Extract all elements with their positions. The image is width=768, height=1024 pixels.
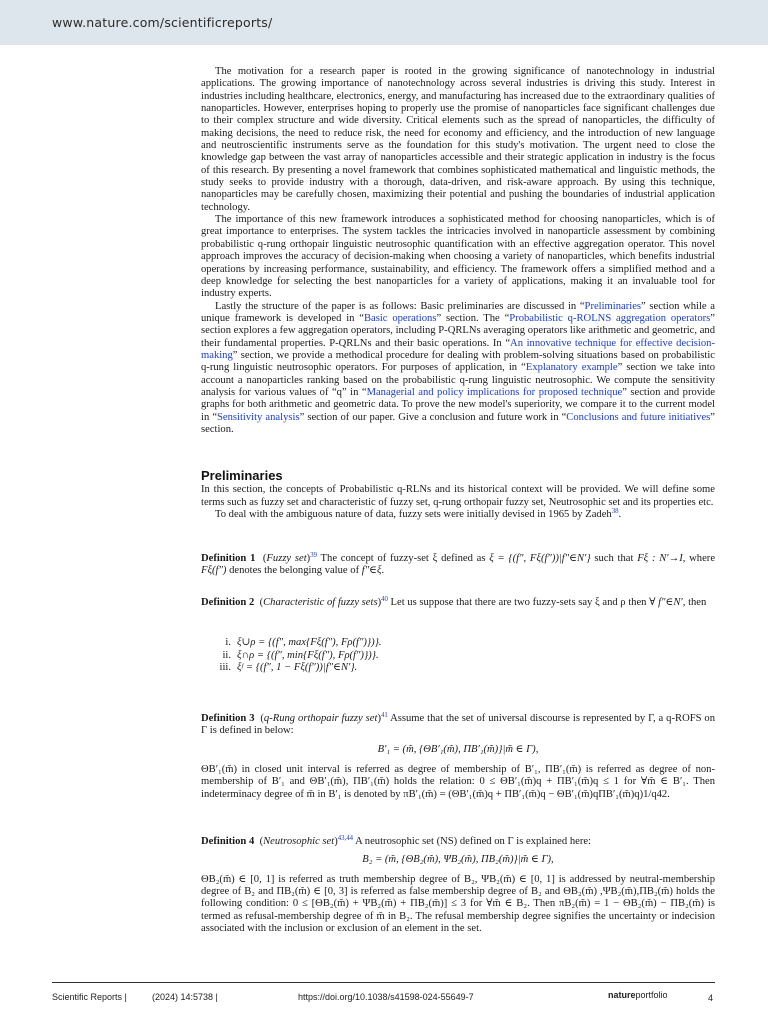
definition-4-equation: B₂ = (m̃, {ΘB₂(m̃), ΨB₂(m̃), ΠB₂(m̃)}|m̃ ∈ Γ), [362,854,554,866]
link-aggregation-operators[interactable]: Probabilistic q-ROLNS aggregation operators [509,312,711,324]
list-item-expression: ξ∩ρ = {(f″, min{Fξ(f″), Fρ(f″)})}. [237,649,379,661]
def4-text-1: A neutrosophic set (NS) defined on Γ is explained here: [353,836,591,847]
p3-text-6: ” section we take into account a nanoparticles ranking based on the probabilistic q-rung linguistic neutrosophic. We compute the sensitivity analysis for various values of “q” in “ [201,362,715,398]
def1-text-4: denotes the belonging value of [226,565,362,577]
definition-3-body: Definition 3 (q-Rung orthopair fuzzy set)$^{41}$ Assume that the set of universal discourse is represented by Γ, a q-ROFS on Γ is defined in below: [201,712,716,737]
brand-bold: nature [608,990,636,1000]
link-basic-operations[interactable]: Basic operations [363,312,437,324]
list-item-expression: ξʲ = {(f″, 1 − Fξ(f″))|f″∈N′}. [237,662,358,674]
definition-1-name: Fuzzy set [266,553,307,564]
prelim-p2-text: To deal with the ambiguous nature of data, fuzzy sets were initially devised in 1965 by Zadeh [215,509,612,521]
footer-doi[interactable]: https://doi.org/10.1038/s41598-024-55649-7 [298,992,474,1002]
link-managerial-implications[interactable]: Managerial and policy implications for proposed technique [366,386,623,398]
def1-text-5: . [381,565,385,577]
ref-40[interactable]: 40 [381,596,388,603]
def1-math-2: Fξ : N′→I [637,553,683,564]
ref-38[interactable]: 38 [611,508,619,516]
definition-4 [201,836,715,935]
def1-math-1: ξ = {(f″, Fξ(f″))|f″∈N′} [489,553,591,564]
brand-rest: portfolio [635,990,668,1000]
link-innovative-technique[interactable]: An innovative technique for effective decision-making [201,337,715,361]
definition-3-paragraph: ΘB′₁(m̃) in closed unit interval is referred as degree of membership of B′₁, ΠB′₁(m̃) is referred as degree of non-membership of B′₁ and ΘB′₁(m̃), ΠB′₁(m̃) holds the relation: 0 ≤ ΘB′₁(m̃)q + ΠB′₁(m̃)q ≤ 1 for ∀m̃ ∈ B′₁. Then indeterminacy degree of m̃ in B′₁ is denoted by πB′₁(m̃) = (ΘB′₁(m̃)q + ΠB′₁(m̃)q − ΘB′₁(m̃)qΠB′₁(m̃)q)1/q42. [201,764,715,800]
footer-issue: (2024) 14:5738 | [152,992,218,1002]
intro-paragraph-1: The motivation for a research paper is rooted in the growing significance of nanotechnology in industrial applications. The growing importance of nanotechnology across several industries is driving this study. Interest in industries including healthcare, electronics, energy, and manufacturing has increased due to the extraordinary qualities of nanoparticles. However, enterprises hoping to properly use the promise of nanoparticles face significant challenges due to their complex structure and wide diversity. Critical elements such as the spread of nanoparticles, the difficulty of making decisions, the need to reduce risk, the need for economy and efficiency, and the introduction of new language and neutroscientific instruments serve as the foundation for this study's motivation. The urgent need to close the knowledge gap between the vast array of nanoparticles accessible and their strategic application in industry is the focus of this research. By presenting a novel framework that combines sophisticated mathematical and linguistic methods, the study seeks to provide industry with a thorough, data-driven, and risk-aware approach. By using this technique, nanoparticles may be carefully chosen, maximizing their potential and pushing the boundaries of industrial application technology. [201,66,715,213]
def2-text-1: Let us suppose that there are two fuzzy-sets say ξ and ρ then ∀ [387,597,659,608]
list-item [201,637,715,649]
definition-3-name: q-Rung orthopair fuzzy set [263,713,378,724]
journal-header-bar [0,0,768,45]
ref-39[interactable]: 39 [310,552,317,559]
nature-portfolio-logo [608,990,668,1000]
p3-text-3: ” section. The “ [436,312,510,324]
p3-text-7: ” section and provide graphs for both arithmetic and geometric data. To prove the new model's superiority, we compare it to the current model in “ [201,386,716,423]
definition-4-body: Definition 4 (Neutrosophic set)$^{43,44}$ A neutrosophic set (NS) defined on Γ is explained here: [201,835,591,847]
page-footer [52,982,715,1003]
list-item-number: iii. [219,662,231,674]
definition-1-body: Definition 1 (Fuzzy set)$^{39}$ The concept of fuzzy-set ξ defined as ξ = {(f″, Fξ(f″))|f″∈N′} such that Fξ : N′→I, where Fξ(f″) denotes the belonging value of f″∈ξ. [201,552,716,577]
list-item-number: i. [225,637,231,649]
p3-text-2: ” section while a unique framework is developed in “ [201,300,715,324]
definition-2 [201,597,715,674]
def1-text-1: The concept of fuzzy-set ξ defined as [317,553,490,564]
p3-text-8: ” section of our paper. Give a conclusion and future work in “ [299,411,567,423]
page-number: 4 [708,993,714,1003]
ref-41[interactable]: 41 [380,712,388,719]
list-item [201,662,715,674]
p3-text-5: ” section, we provide a methodical procedure for dealing with problem-solving situations based on probabilistic q-rung linguistic neutrosophic operators. For purposes of application, in “ [201,349,715,374]
list-item [201,650,715,662]
definition-3 [201,713,715,801]
def1-text-3: , where [682,553,716,564]
definition-4-label: Definition 4 [201,836,255,847]
definition-4-name: Neutrosophic set [263,836,335,847]
link-sensitivity-analysis[interactable]: Sensitivity analysis [217,411,300,423]
prelim-paragraph-2 [201,509,715,521]
definition-3-label: Definition 3 [201,713,255,724]
footer-journal: Scientific Reports | [52,992,127,1002]
p3-text-9: ” section. [201,411,715,435]
definition-4-paragraph: ΘB₂(m̃) ∈ [0, 1] is referred as truth membership degree of B₂, ΨB₂(m̃) ∈ [0, 1] is addressed by neutral-membership degree of B₂ and ΠB₂(m̃) ∈ [0, 3] is referred as false membership degree of B₂ and ΘB₂(m̃) ,ΨB₂(m̃),ΠB₂(m̃) holds the following condition: 0 ≤ [ΘB₂(m̃) + ΨB₂(m̃) + ΠB₂(m̃)] ≤ 3 for ∀m̃ ∈ B₂. Then πB₂(m̃) = 1 − ΘB₂(m̃) − ΠB₂(m̃) is termed as refusal-membership degree of m̃ in B₂. The refusal membership degree signifies the uncertainty or indecision associated with the inclusion or exclusion of an element in the set. [201,873,715,935]
def2-text-2: , then [682,597,707,608]
intro-paragraph-2: The importance of this new framework introduces a sophisticated method for choosing nanoparticles, which is of great importance to enterprises. The system tackles the intricacies involved in nanoparticle assessment by combining probabilistic q-rung orthopair linguistic neutrosophic quantification with an effective aggregation operator. This novel approach improves the accuracy of decision-making when choosing a variety of nanoparticles, which benefits industrial operations by increasing performance, sustainability, and efficiency. The framework offers a simplified method and a deep knowledge for selecting the best nanoparticles for a variety of applications, making it an invaluable tool for industry experts. [201,214,715,300]
ref-43-44[interactable]: 43,44 [337,835,354,842]
definition-2-label: Definition 2 [201,597,255,608]
p3-text-4: ” section explores a few aggregation operators, including P-QRLNs averaging operators like arithmetic and geometric, and their fundamental properties. P-QRLNs and their basic operations. In “ [201,312,715,349]
link-preliminaries[interactable]: Preliminaries [584,300,642,312]
definition-2-name: Characteristic of fuzzy sets [263,597,378,608]
definition-2-body: Definition 2 (Characteristic of fuzzy sets)$^{40}$ Let us suppose that there are two fuzzy-sets say ξ and ρ then ∀ f″∈N′, then [201,596,707,608]
def1-math-4: f″∈ξ [361,565,382,577]
def2-math-1: f″∈N′ [658,597,683,608]
intro-paragraph-3 [201,301,715,437]
prelim-paragraph-1: In this section, the concepts of Probabilistic q-RLNs and its historical context will be provided. We will define some terms such as fuzzy set and characteristic of fuzzy set, q-rung orthopair fuzzy set, Neutrosophic set and its properties etc. [201,484,715,508]
def1-text-2: such that [590,553,638,564]
definition-2-list [201,637,715,674]
list-item-number: ii. [222,649,231,661]
link-conclusions[interactable]: Conclusions and future initiatives [566,411,711,423]
link-explanatory-example[interactable]: Explanatory example [525,362,618,374]
header-url[interactable]: www.nature.com/scientificreports/ [52,15,273,30]
list-item-expression: ξ∪ρ = {(f″, max{Fξ(f″), Fρ(f″)})}. [237,637,382,649]
definition-1 [201,553,715,578]
definition-3-equation: B′₁ = (m̃, {ΘB′₁(m̃), ΠB′₁(m̃)}|m̃ ∈ Γ), [377,743,539,755]
section-heading-preliminaries: Preliminaries [201,468,283,483]
def3-text-1: Assume that the set of universal discourse is represented by Γ, a q-ROFS on Γ is defined in below: [201,713,716,737]
definition-1-label: Definition 1 [201,553,256,564]
intro-section [201,66,715,436]
preliminaries-section [201,470,715,521]
prelim-p2-end: . [618,509,622,521]
def1-math-3: Fξ(f″) [201,565,227,577]
p3-text-1: Lastly the structure of the paper is as follows: Basic preliminaries are discussed in “ [215,300,585,312]
